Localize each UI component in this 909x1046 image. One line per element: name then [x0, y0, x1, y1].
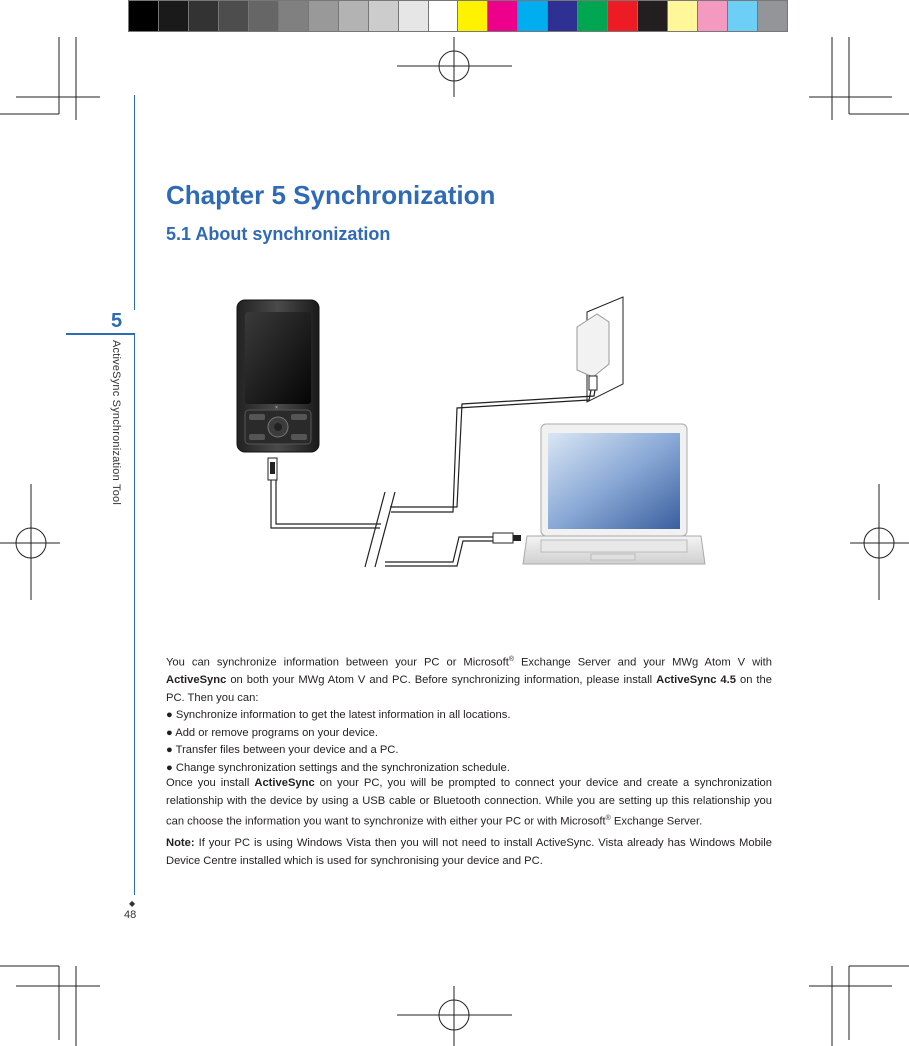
note-label: Note: — [166, 837, 195, 849]
sidebar-line-bottom — [134, 335, 135, 895]
para2-text-1: Once you install — [166, 777, 255, 789]
intro-paragraph — [166, 651, 772, 777]
para2-text-3: Exchange Server. — [610, 815, 703, 828]
charger-icon — [577, 297, 623, 402]
phone-icon — [237, 300, 319, 452]
note-paragraph — [166, 835, 772, 870]
svg-text:×: × — [275, 405, 278, 411]
page-number: 48 — [124, 909, 137, 921]
chapter-label: ActiveSync Synchronization Tool — [110, 340, 122, 505]
chapter-rule — [66, 333, 135, 335]
intro-text-1: You can synchronize information between your PC or Microsoft — [166, 656, 509, 669]
intro-text-3: on both your MWg Atom V and PC. Before synchronizing information, please install — [226, 674, 657, 687]
note-text: If your PC is using Windows Vista then you will not need to install ActiveSync. Vista already has Windows Mobile Device Centre installed which is used for synchronising your device and PC. — [166, 837, 772, 867]
sync-illustration — [225, 292, 710, 577]
activesync-term-2: ActiveSync — [254, 777, 315, 789]
list-item: ● Change synchronization settings and the synchronization schedule. — [166, 761, 510, 774]
activesync-version: ActiveSync 4.5 — [656, 674, 736, 687]
para2-text-2: on your PC, you will be prompted to connect your device and create a synchronization relationship with the device by using a USB cable or Bluetooth connection. While you are setting up this relationship you can choose the information you want to synchronize with either your PC or with Microsoft — [166, 777, 772, 828]
sidebar-line-top — [134, 95, 135, 310]
list-item: ● Transfer files between your device and a PC. — [166, 744, 399, 757]
intro-text-4: on the PC. Then you can: — [166, 674, 772, 704]
page-marker: ◆ — [129, 899, 136, 908]
chapter-number: 5 — [111, 310, 123, 332]
registered-mark: ® — [508, 656, 514, 663]
list-item: ● Synchronize information to get the latest information in all locations. — [166, 709, 511, 722]
section-title: 5.1 About synchronization — [166, 224, 391, 244]
intro-text-2: Exchange Server and your MWg Atom V with — [513, 656, 772, 669]
activesync-term: ActiveSync — [166, 674, 227, 687]
registered-mark-2: ® — [605, 815, 611, 822]
list-item: ● Add or remove programs on your device. — [166, 726, 378, 739]
laptop-icon — [523, 424, 705, 564]
install-paragraph — [166, 775, 772, 831]
chapter-title: Chapter 5 Synchronization — [166, 180, 496, 210]
